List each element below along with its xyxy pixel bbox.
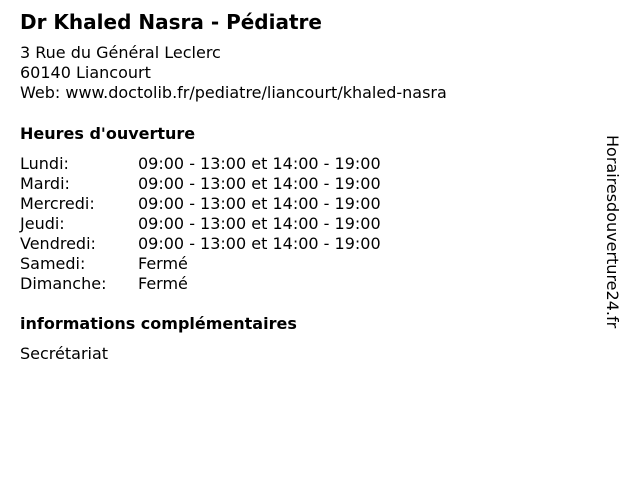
day-label: Mardi:: [20, 174, 70, 193]
time-value: Fermé: [138, 274, 188, 293]
hours-heading: Heures d'ouverture: [20, 124, 196, 143]
time-value: 09:00 - 13:00 et 14:00 - 19:00: [138, 234, 381, 253]
time-value: 09:00 - 13:00 et 14:00 - 19:00: [138, 174, 381, 193]
time-value: 09:00 - 13:00 et 14:00 - 19:00: [138, 154, 381, 173]
day-label: Dimanche:: [20, 274, 107, 293]
day-label: Lundi:: [20, 154, 69, 173]
address-city: 60140 Liancourt: [20, 63, 151, 82]
address-block: [20, 43, 447, 103]
day-label: Mercredi:: [20, 194, 95, 213]
page-title: Dr Khaled Nasra - Pédiatre: [20, 10, 322, 34]
website-link[interactable]: Web: www.doctolib.fr/pediatre/liancourt/khaled-nasra: [20, 83, 447, 102]
info-heading: informations complémentaires: [20, 314, 297, 333]
info-text: Secrétariat: [20, 344, 109, 363]
time-value: 09:00 - 13:00 et 14:00 - 19:00: [138, 194, 381, 213]
time-value: 09:00 - 13:00 et 14:00 - 19:00: [138, 214, 381, 233]
day-label: Vendredi:: [20, 234, 96, 253]
day-label: Jeudi:: [20, 214, 65, 233]
time-value: Fermé: [138, 254, 188, 273]
day-label: Samedi:: [20, 254, 86, 273]
site-watermark: Horairesdouverture24.fr: [603, 135, 622, 329]
address-street: 3 Rue du Général Leclerc: [20, 43, 221, 62]
